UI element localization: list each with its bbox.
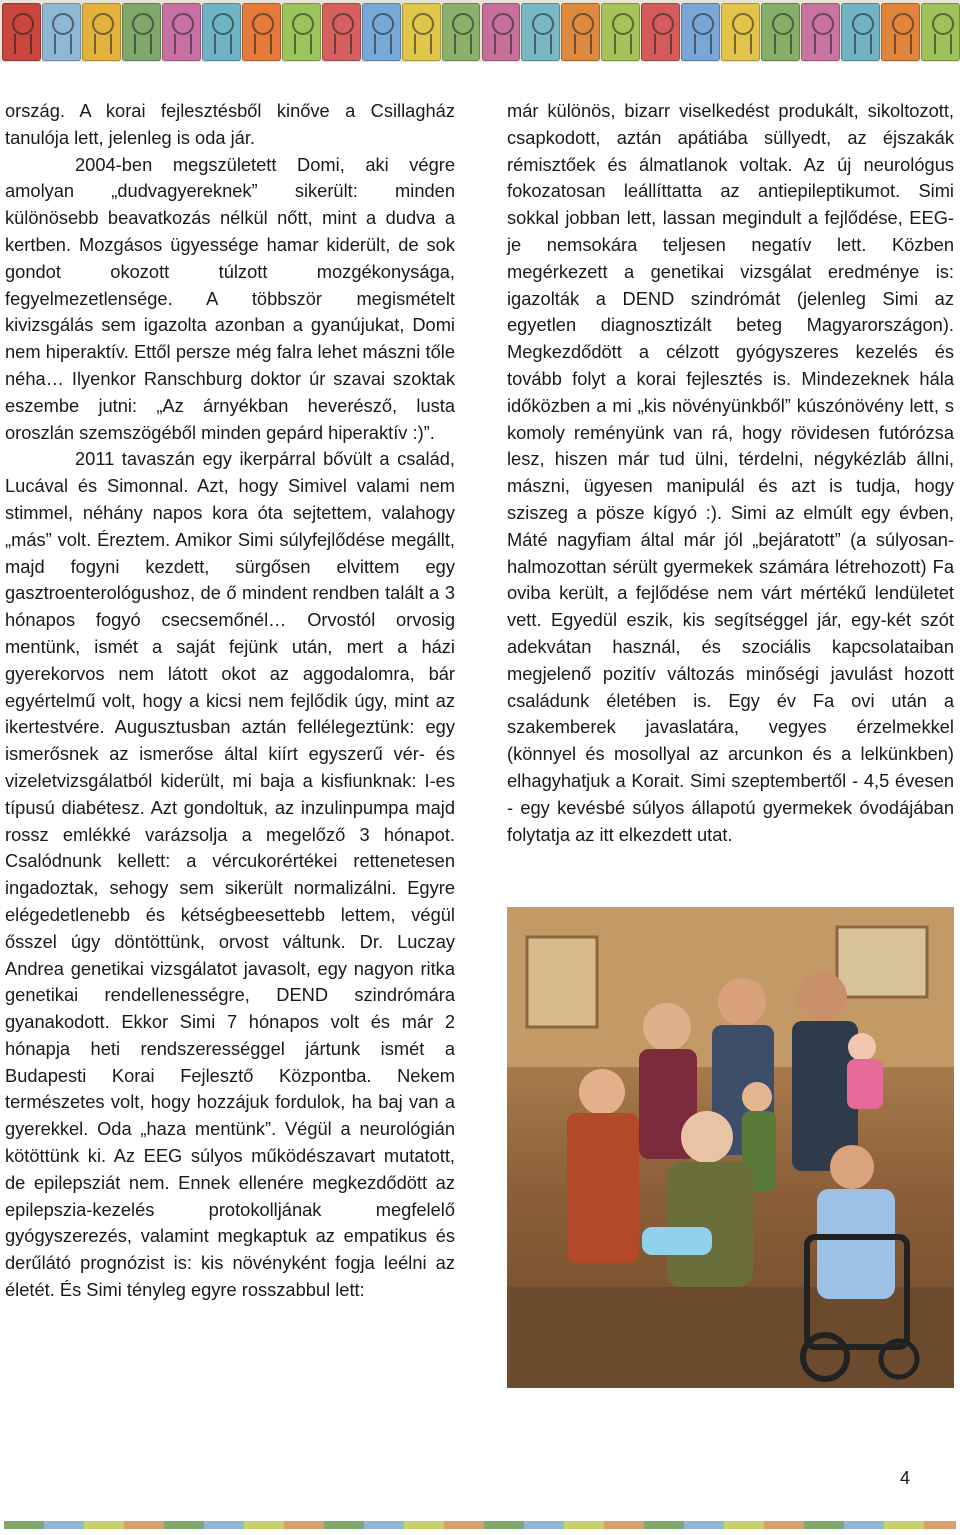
cartoon-body-icon <box>374 34 392 54</box>
family-photo <box>507 907 954 1388</box>
cartoon-face-icon <box>652 13 674 35</box>
cartoon-face-icon <box>532 13 554 35</box>
cartoon-body-icon <box>214 34 232 54</box>
cartoon-body-icon <box>174 34 192 54</box>
banner-tile <box>362 3 401 61</box>
cartoon-body-icon <box>934 34 952 54</box>
paragraph: már különös, bizarr viselkedést produkált, sikoltozott, csapkodott, aztán apátiába süllyedt, az éjszakák rémisztőek és álmatlanok voltak. Az új neurológus fokozatosan leállíttatta az antiepileptikumot. Simi sokkal jobban lett, lassan megindult a fejlődése, EEG-je nemsokára teljesen negatív lett. Közben megérkezett a genetikai vizsgálat eredménye is: igazolták a DEND szindrómát (jelenleg Simi az egyetlen diagnosztizált beteg Magyarországon). Megkezdődött a célzott gyógyszeres kezelés és tovább folyt a korai fejlesztés is. Mindezeknek hála időközben a mi „kis növényünkből” kúszónövény lett, s komoly reményünk van rá, hogy rövidesen futórózsa lesz, hiszen már tud ülni, térdelni, négykézláb állni, mászni, ügyesen manipulál és azt is tudja, hogy sziszeg a pösze kígyó :). Simi az elmúlt egy évben, Máté nagyfiam által már jól „bejáratott” (a súlyosan-halmozottan sérült gyermekek számára létrehozott) Fa oviba került, a fejlődése nem várt mértékű lendületet vett. Egyedül eszik, kis segítséggel jár, egy-két szót adekvátan használ, és szociális kapcsolataiban megjelenő pozitív változás minőségi javulást hozott családunk életében is. Egy év Fa ovi után a szakemberek javaslatára, vegyes érzelmekkel (könnyel és mosollyal az arcunkon és a lelkünkben) elhagyhatjuk a Korait. Simi szeptembertől - 4,5 évesen - egy kevésbé súlyos állapotú gyermekek óvodájában folytatja az itt elkezdett utat. <box>507 100 954 845</box>
cartoon-face-icon <box>332 13 354 35</box>
banner-tile <box>761 3 800 61</box>
cartoon-body-icon <box>134 34 152 54</box>
cartoon-face-icon <box>732 13 754 35</box>
cartoon-body-icon <box>494 34 512 54</box>
cartoon-face-icon <box>492 13 514 35</box>
banner-tile <box>801 3 840 61</box>
cartoon-body-icon <box>814 34 832 54</box>
banner-tile <box>681 3 720 61</box>
banner-tile <box>482 3 521 61</box>
cartoon-face-icon <box>932 13 954 35</box>
banner-tile <box>921 3 960 61</box>
cartoon-body-icon <box>774 34 792 54</box>
banner-tile <box>2 3 41 61</box>
banner-tile <box>601 3 640 61</box>
cartoon-body-icon <box>94 34 112 54</box>
cartoon-face-icon <box>572 13 594 35</box>
banner-tile <box>841 3 880 61</box>
cartoon-body-icon <box>414 34 432 54</box>
banner-tile <box>242 3 281 61</box>
cartoon-face-icon <box>172 13 194 35</box>
banner-tile <box>402 3 441 61</box>
cartoon-face-icon <box>212 13 234 35</box>
banner-tile <box>322 3 361 61</box>
cartoon-body-icon <box>294 34 312 54</box>
banner-tile <box>442 3 481 61</box>
cartoon-body-icon <box>454 34 472 54</box>
cartoon-face-icon <box>52 13 74 35</box>
banner-tile <box>82 3 121 61</box>
banner-tile <box>162 3 201 61</box>
banner-tile <box>122 3 161 61</box>
cartoon-body-icon <box>654 34 672 54</box>
cartoon-face-icon <box>412 13 434 35</box>
banner-tile <box>42 3 81 61</box>
banner-tile <box>641 3 680 61</box>
banner-tile <box>202 3 241 61</box>
cartoon-face-icon <box>772 13 794 35</box>
paragraph: ország. A korai fejlesztésből kinőve a Csillagház tanulója lett, jelenleg is oda jár. <box>5 100 455 148</box>
cartoon-body-icon <box>694 34 712 54</box>
paragraph: 2004-ben megszületett Domi, aki végre amolyan „dudvagyereknek” sikerült: minden különösebb beavatkozás nélkül nőtt, mint a dudva a kertben. Mozgásos ügyessége hamar kiderült, de sok gondot okozott túlzott mozgékonysága, fegyelmezetlensége. A többször megismételt kivizsgálás sem igazolta azonban a gyanújukat, Domi nem hiperaktív. Ettől persze még falra lehet mászni tőle néha… Ilyenkor Ranschburg doktor úr szavai szoktak eszembe jutni: „Az árnyékban heverésző, lusta oroszlán szemszögéből minden gepárd hiperaktív :)”. <box>5 153 455 443</box>
paragraph: 2011 tavaszán egy ikerpárral bővült a család, Lucával és Simonnal. Azt, hogy Simivel valami nem stimmel, néhány napos kora óta sejtettem, valahogy „más” volt. Éreztem. Amikor Simi súlyfejlődése megállt, majd fogyni kezdett, sürgősen elvittem egy gasztroenterológushoz, de ő mindent rendben talált a 3 hónapos fogyó csecsemőnél… Orvostól orvosig mentünk, ismét a saját fejünk után, mert a házi gyerekorvos nem látott okot az aggodalomra, bár egyértelmű volt, hogy a kicsi nem fejlődik úgy, mint az ikertestvére. Augusztusban aztán fellélegeztünk: egy ismerősnek az ismerőse által kiírt egyszerű vér- és vizeletvizsgálatból kiderült, mi baja a kisfiunknak: I-es típusú diabétesz. Azt gondoltuk, az inzulinpumpa majd rossz emlékké varázsolja a megelőző 3 hónapot. Csalódnunk kellett: a vércukorértékei rettenetesen ingadoztak, sehogy sem sikerült normalizálni. Egyre elégedetlenebb és kétségbeesettebb lettem, végül ősszel úgy döntöttünk, orvost váltunk. Dr. Luczay Andrea genetikai vizsgálatot javasolt, egy nagyon ritka genetikai rendellenességre, DEND szindrómára gyanakodott. Ekkor Simi 7 hónapos volt és már 2 hónapja heti rendszerességgel jártunk ismét a Budapesti Korai Fejlesztő Központba. Nekem természetes volt, hogy hozzájuk fordulok, ha baj van a gyerekkel. Oda „haza mentünk”. Végül a neurológián kötöttünk ki. Az EEG súlyos működészavart mutatott, de epilepsziát nem. Ennek ellenére megkezdődött az epilepszia-kezelés protokolljának megfelelő gyógyszerezés, valamint megkaptuk az empatikus és derűlátó prognózist is: kis növényként fogja leélni az életét. És Simi tényleg egyre rosszabbul lett: <box>5 448 455 1301</box>
cartoon-body-icon <box>54 34 72 54</box>
cartoon-body-icon <box>534 34 552 54</box>
cartoon-face-icon <box>12 13 34 35</box>
footer-decorative-rule <box>4 1521 956 1529</box>
page-number: 4 <box>899 1468 910 1488</box>
banner-tile <box>721 3 760 61</box>
cartoon-body-icon <box>14 34 32 54</box>
cartoon-face-icon <box>612 13 634 35</box>
cartoon-face-icon <box>452 13 474 35</box>
header-banner <box>0 0 960 62</box>
cartoon-face-icon <box>852 13 874 35</box>
cartoon-face-icon <box>692 13 714 35</box>
cartoon-body-icon <box>254 34 272 54</box>
family-photo-illustration <box>507 907 954 1388</box>
cartoon-face-icon <box>292 13 314 35</box>
cartoon-body-icon <box>574 34 592 54</box>
banner-tile <box>561 3 600 61</box>
cartoon-face-icon <box>92 13 114 35</box>
cartoon-body-icon <box>334 34 352 54</box>
banner-tile <box>881 3 920 61</box>
left-text-column <box>5 98 455 1304</box>
cartoon-body-icon <box>734 34 752 54</box>
cartoon-face-icon <box>372 13 394 35</box>
cartoon-body-icon <box>894 34 912 54</box>
cartoon-body-icon <box>614 34 632 54</box>
cartoon-face-icon <box>812 13 834 35</box>
cartoon-face-icon <box>252 13 274 35</box>
right-text-column <box>507 98 954 848</box>
banner-tile <box>282 3 321 61</box>
banner-tile <box>521 3 560 61</box>
cartoon-face-icon <box>892 13 914 35</box>
cartoon-body-icon <box>854 34 872 54</box>
cartoon-face-icon <box>132 13 154 35</box>
